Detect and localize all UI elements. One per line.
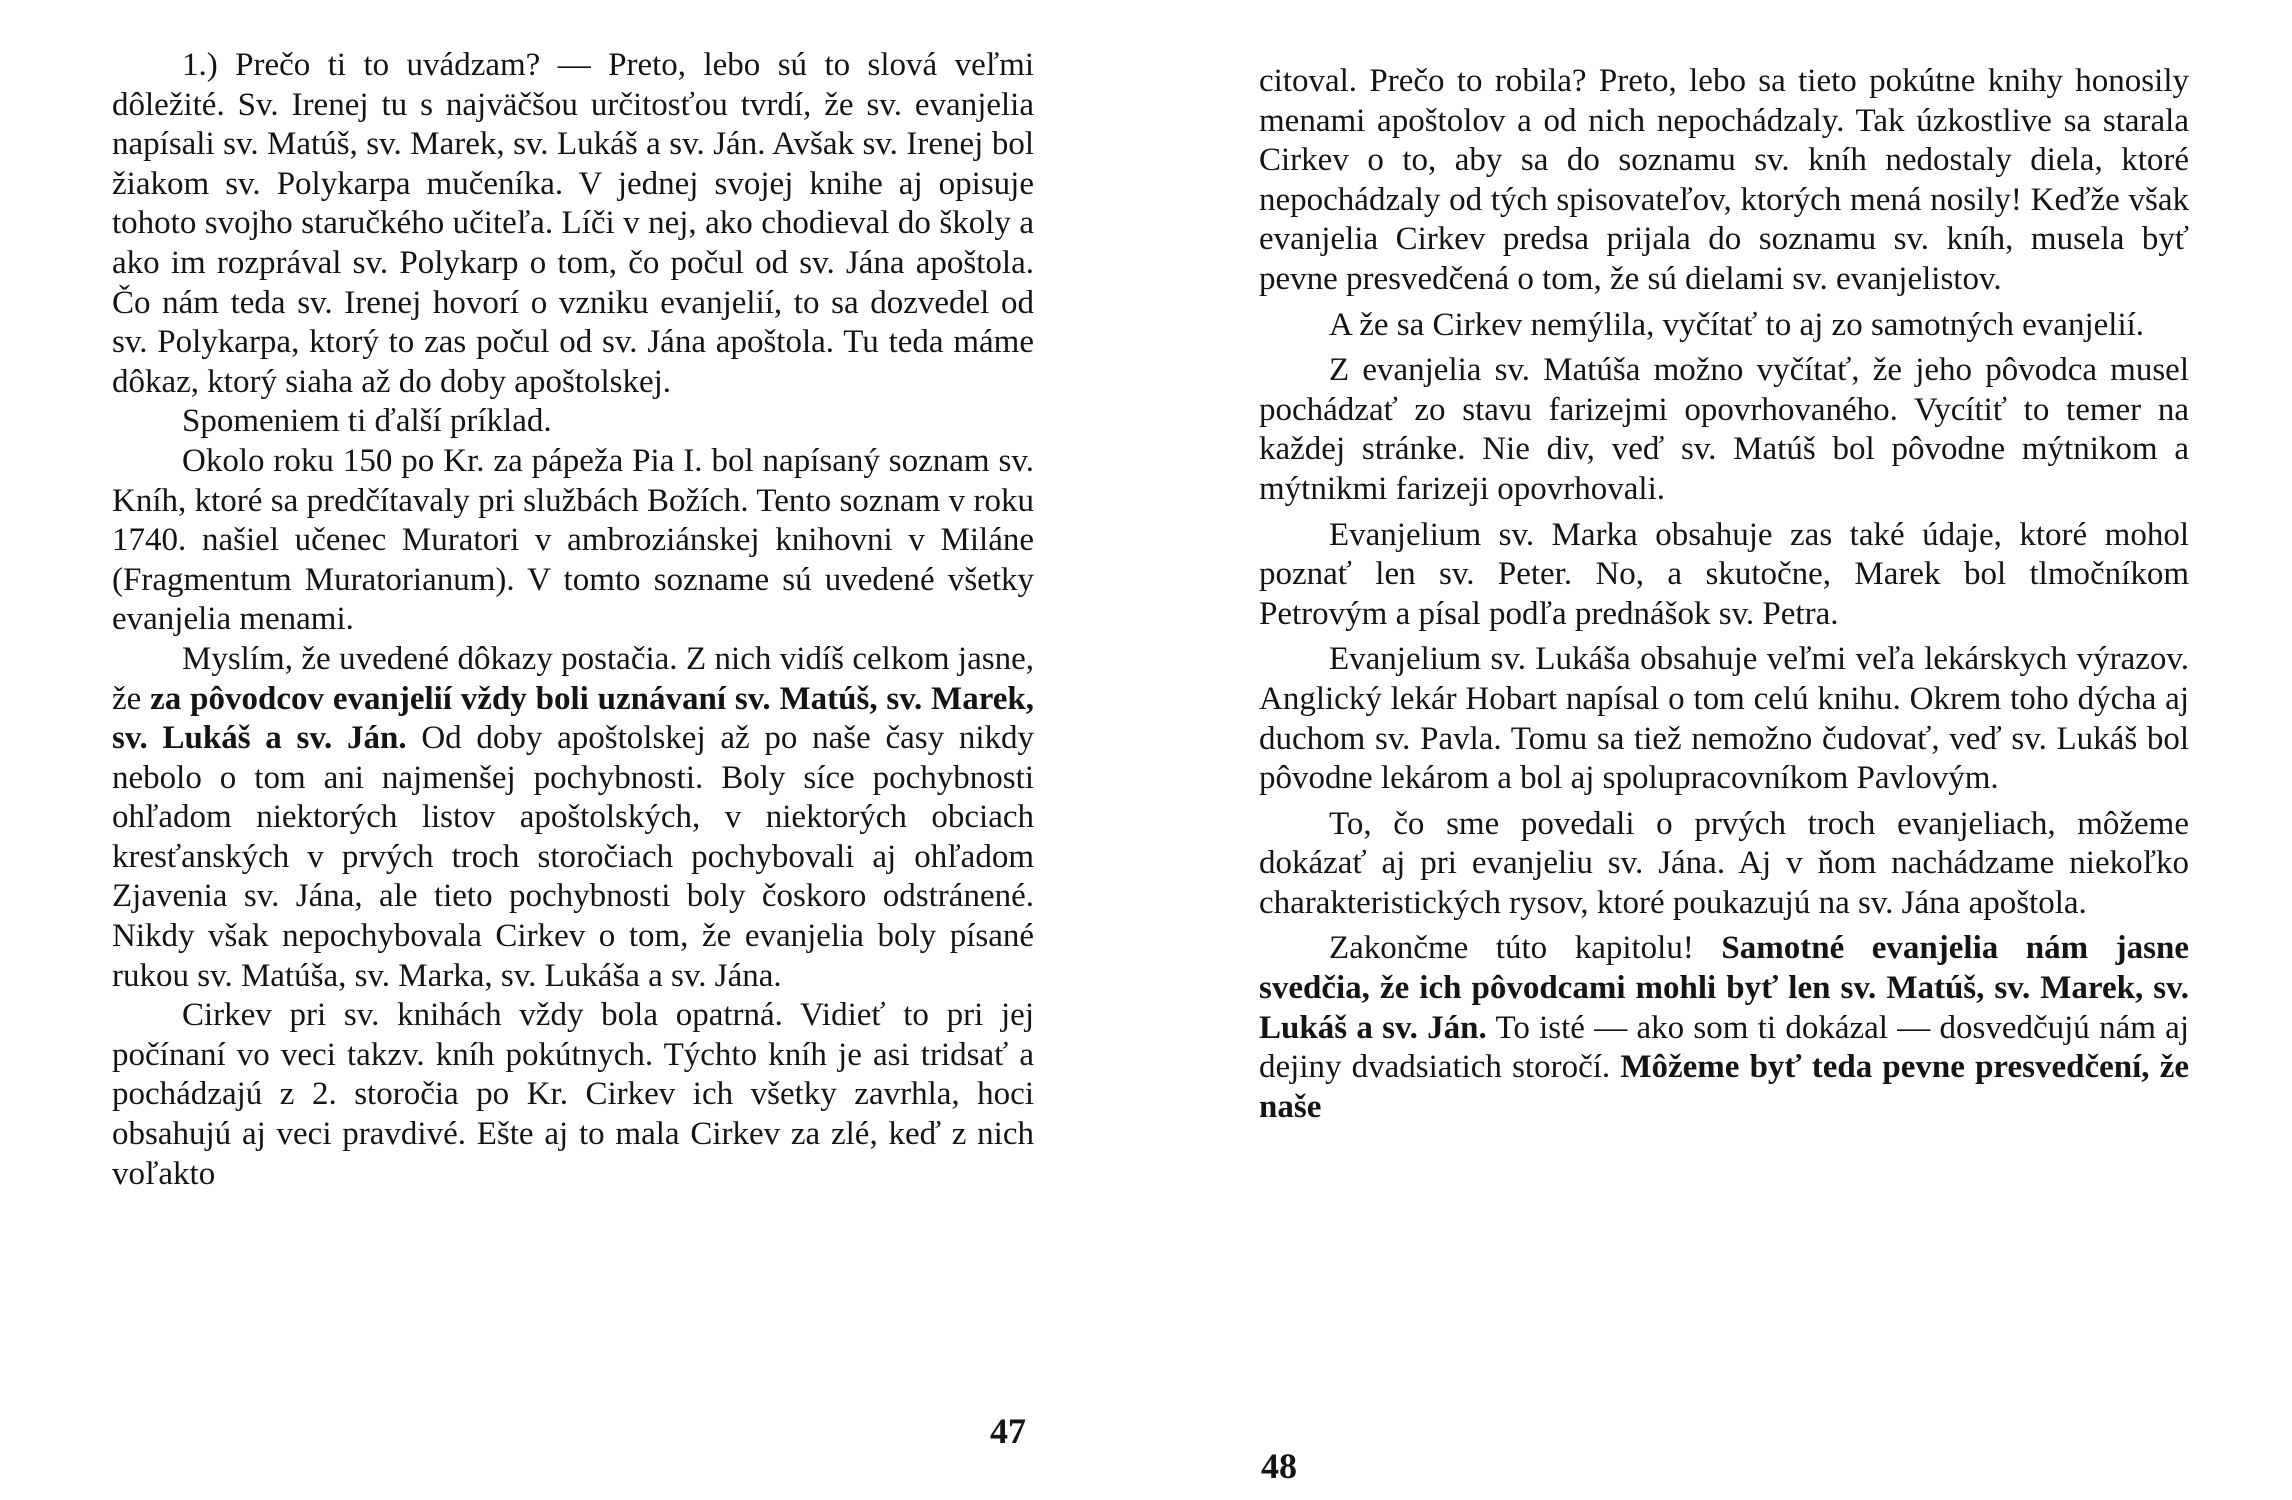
text-run: Zakončme túto kapitolu! (1329, 930, 1722, 967)
paragraph (1259, 929, 2189, 1127)
text-run: 1.) Prečo ti to uvádzam? — Preto, lebo sú to slová veľmi dôležité. Sv. Irenej tu s najväčšou určitosťou tvrdí, že sv. evanjelia napísali sv. Matúš, sv. Marek, sv. Lukáš a sv. Ján. Avšak sv. Irenej bol žiakom sv. Polykarpa mučeníka. V jednej svojej knihe aj opisuje tohoto svojho staručkého učiteľa. Líči v nej, ako chodieval do školy a ako im rozprával sv. Polykarp o tom, čo počul od sv. Jána apoštola. Čo nám teda sv. Irenej hovorí o vzniku evanjelií, to sa dozvedel od sv. Polykarpa, ktorý to zas počul od sv. Jána apoštola. Tu teda máme dôkaz, ktorý siaha až do doby apoštolskej. (112, 47, 1034, 400)
paragraph (1259, 640, 2189, 798)
text-run: To isté — ako som ti dokázal — dosvedčujú nám aj dejiny dvadsiatich storočí. (1259, 1009, 2189, 1086)
bold-text-run: Môžeme byť teda pevne presvedčení, že naše (1259, 1049, 2189, 1125)
right-page (1146, 0, 2292, 1500)
paragraph (1259, 62, 2189, 300)
text-run: Od doby apoštolskej až po naše časy nikdy nebolo o tom ani najmenšej pochybnosti. Boly síce pochybnosti ohľadom niektorých listov apoštolských, v niektorých obciach kresťanských v prvých troch storočiach pochybovali aj ohľadom Zjavenia sv. Jána, ale tieto pochybnosti boly čoskoro odstránené. Nikdy však nepochybovala Cirkev o tom, že evanjelia boly písané rukou sv. Matúša, sv. Marka, sv. Lukáša a sv. Jána. (112, 720, 1034, 994)
paragraph (1259, 351, 2189, 509)
text-run: To, čo sme povedali o prvých troch evanjeliach, môžeme dokázať aj pri evanjeliu sv. Jána. Aj v ňom nachádzame niekoľko charakteristických rysov, ktoré poukazujú na sv. Jána apoštola. (1259, 805, 2189, 921)
bold-text-run: Samotné evanjelia nám jasne svedčia, že ich pôvodcami mohli byť len sv. Matúš, sv. Marek, sv. Lukáš a sv. Ján. (1259, 930, 2190, 1046)
text-run: Z evanjelia sv. Matúša možno vyčítať, že jeho pôvodca musel pochádzať zo stavu farizejmi opovrhovaného. Vycítiť to temer na každej stránke. Nie div, veď sv. Matúš bol pôvodne mýtnikom a mýtnikmi farizeji opovrhovali. (1259, 352, 2189, 507)
text-run: citoval. Prečo to robila? Preto, lebo sa tieto pokútne knihy honosily menami apoštolov a od nich nepochádzaly. Tak úzkostlive sa starala Cirkev o to, aby sa do soznamu sv. kníh nedostaly diela, ktoré nepochádzaly od tých spisovateľov, ktorých mená nosily! Keďže však evanjelia Cirkev predsa prijala do soznamu sv. kníh, musela byť pevne presvedčená o tom, že sú dielami sv. evanjelistov. (1259, 63, 2189, 297)
bold-text-run: za pôvodcov evanjelií vždy boli uznávaní sv. Matúš, sv. Marek, sv. Lukáš a sv. Ján. (112, 680, 1034, 757)
text-run: Evanjelium sv. Marka obsahuje zas také údaje, ktoré mohol poznať len sv. Peter. No, a skutočne, Marek bol tlmočníkom Petrovým a písal podľa prednášok sv. Petra. (1259, 516, 2189, 632)
text-run: A že sa Cirkev nemýlila, vyčítať to aj zo samotných evanjelií. (1329, 306, 2145, 343)
paragraph (1259, 516, 2189, 635)
left-page-text (112, 46, 1034, 1194)
right-page-text (1259, 62, 2189, 1127)
paragraph (112, 442, 1034, 640)
paragraph (112, 996, 1034, 1194)
text-run: Okolo roku 150 po Kr. za pápeža Pia I. bol napísaný soznam sv. Kníh, ktoré sa predčítavaly pri službách Božích. Tento soznam v roku 1740. našiel učenec Muratori v ambroziánskej knihovni v Miláne (Fragmentum Muratorianum). V tomto sozname sú uvedené všetky evanjelia menami. (112, 442, 1034, 638)
page-number: 48 (1261, 1446, 1297, 1486)
paragraph (112, 402, 1034, 442)
paragraph (1259, 306, 2189, 346)
text-run: Spomeniem ti ďalší príklad. (182, 403, 552, 440)
paragraph (112, 46, 1034, 402)
page-number: 47 (990, 1411, 1026, 1451)
paragraph (112, 640, 1034, 996)
text-run: Cirkev pri sv. knihách vždy bola opatrná. Vidieť to pri jej počínaní vo veci takzv. kníh pokútnych. Týchto kníh je asi tridsať a pochádzajú z 2. storočia po Kr. Cirkev ich všetky zavrhla, hoci obsahujú aj veci pravdivé. Ešte aj to mala Cirkev za zlé, keď z nich voľakto (112, 997, 1034, 1192)
text-run: Evanjelium sv. Lukáša obsahuje veľmi veľa lekárskych výrazov. Anglický lekár Hobart napísal o tom celú knihu. Okrem toho dýcha aj duchom sv. Pavla. Tomu sa tiež nemožno čudovať, veď sv. Lukáš bol pôvodne lekárom a bol aj spolupracovníkom Pavlovým. (1259, 641, 2189, 797)
text-run: Myslím, že uvedené dôkazy postačia. Z nich vidíš celkom jasne, že (112, 640, 1034, 717)
paragraph (1259, 805, 2189, 924)
